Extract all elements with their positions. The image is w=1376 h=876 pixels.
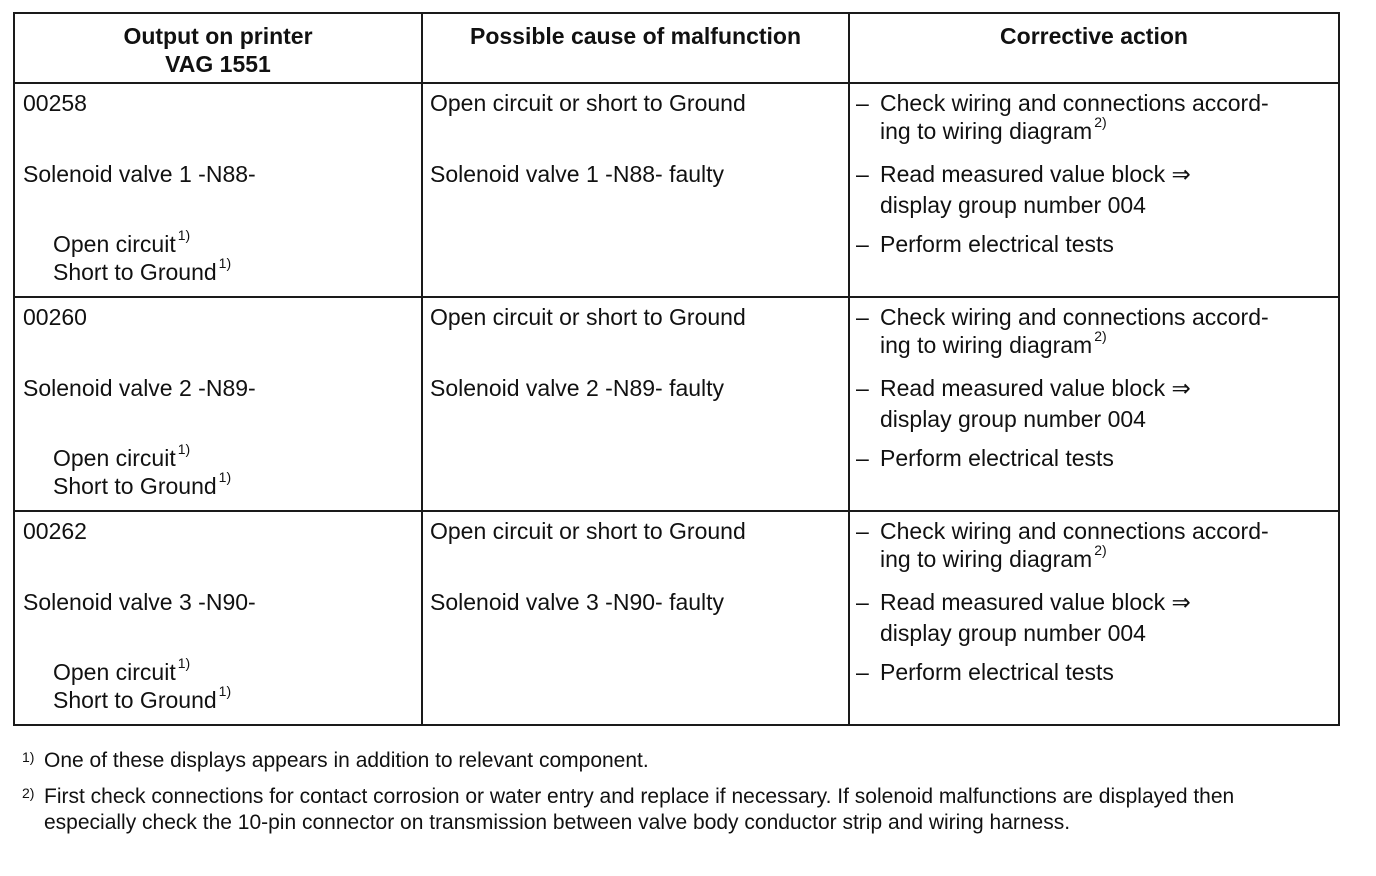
table-row (14, 83, 1339, 297)
cause-cell (422, 511, 849, 725)
action-text-line1: Check wiring and connections accord- (880, 518, 1269, 544)
action-text-line2: ing to wiring diagram (880, 546, 1093, 572)
action-text-line1: Check wiring and connections accord- (880, 90, 1269, 116)
fault-type-list (53, 227, 421, 286)
fault-open-label: Open circuit (53, 231, 176, 257)
fault-open-circuit (53, 227, 421, 258)
footnote-ref-1: 1) (218, 255, 232, 271)
header-corrective-action: Corrective action (849, 13, 1339, 83)
action-read-value-block (856, 160, 1332, 219)
header-output-on-printer: Output on printer VAG 1551 (14, 13, 422, 83)
dash-bullet: – (856, 304, 869, 330)
dash-bullet: – (856, 589, 869, 615)
dash-bullet: – (856, 659, 869, 685)
footnote-text: First check connections for contact corrosion or water entry and replace if necessary. If solenoid malfunctions are displayed then especially check the 10-pin connector on transmission between valve body conductor strip and wiring harness. (44, 785, 1235, 834)
dash-bullet: – (856, 375, 869, 401)
dash-bullet: – (856, 445, 869, 471)
action-electrical-tests (856, 230, 1332, 258)
footnote-ref-1: 1) (177, 441, 191, 457)
action-cell (849, 83, 1339, 297)
action-check-wiring (856, 517, 1332, 573)
action-text-line1: Read measured value block ⇒ (880, 589, 1191, 615)
footnote-2 (22, 784, 1312, 836)
footnote-ref-1: 1) (218, 683, 232, 699)
table-row (14, 511, 1339, 725)
component-name: Solenoid valve 2 -N89- (23, 375, 256, 401)
action-text-line1: Read measured value block ⇒ (880, 161, 1191, 187)
fault-short-label: Short to Ground (53, 473, 217, 499)
table-header-row (14, 13, 1339, 83)
action-text: Perform electrical tests (880, 659, 1114, 685)
fault-short-to-ground (53, 255, 421, 286)
action-text-line2: ing to wiring diagram (880, 332, 1093, 358)
cause-circuit: Open circuit or short to Ground (430, 90, 746, 116)
footnote-ref-2: 2) (1094, 542, 1107, 558)
footnote-marker: 1) (22, 749, 35, 765)
fault-open-circuit (53, 655, 421, 686)
action-text-line2: ing to wiring diagram (880, 118, 1093, 144)
fault-code-table (13, 12, 1340, 726)
footnote-ref-1: 1) (177, 227, 191, 243)
cause-component: Solenoid valve 1 -N88- faulty (430, 161, 725, 187)
action-read-value-block (856, 374, 1332, 433)
action-check-wiring (856, 303, 1332, 359)
action-read-value-block (856, 588, 1332, 647)
output-cell (14, 511, 422, 725)
output-cell (14, 83, 422, 297)
fault-code: 00260 (23, 304, 87, 330)
footnote-ref-2: 2) (1094, 114, 1107, 130)
cause-cell (422, 83, 849, 297)
footnote-marker: 2) (22, 785, 35, 801)
action-check-wiring (856, 89, 1332, 145)
dash-bullet: – (856, 231, 869, 257)
output-cell (14, 297, 422, 511)
action-cell (849, 511, 1339, 725)
fault-open-circuit (53, 441, 421, 472)
footnotes (22, 748, 1312, 846)
footnote-ref-1: 1) (177, 655, 191, 671)
footnote-ref-2: 2) (1094, 328, 1107, 344)
cause-circuit: Open circuit or short to Ground (430, 304, 746, 330)
fault-open-label: Open circuit (53, 659, 176, 685)
action-text-line1: Check wiring and connections accord- (880, 304, 1269, 330)
footnote-text: One of these displays appears in addition to relevant component. (44, 749, 649, 772)
action-text-line2: display group number 004 (880, 620, 1146, 646)
table-row (14, 297, 1339, 511)
footnote-ref-1: 1) (218, 469, 232, 485)
component-name: Solenoid valve 3 -N90- (23, 589, 256, 615)
fault-open-label: Open circuit (53, 445, 176, 471)
cause-component: Solenoid valve 3 -N90- faulty (430, 589, 725, 615)
fault-type-list (53, 441, 421, 500)
dash-bullet: – (856, 90, 869, 116)
action-text: Perform electrical tests (880, 445, 1114, 471)
fault-code: 00262 (23, 518, 87, 544)
fault-short-label: Short to Ground (53, 687, 217, 713)
action-electrical-tests (856, 444, 1332, 472)
fault-short-to-ground (53, 683, 421, 714)
cause-circuit: Open circuit or short to Ground (430, 518, 746, 544)
fault-type-list (53, 655, 421, 714)
action-text-line1: Read measured value block ⇒ (880, 375, 1191, 401)
action-text-line2: display group number 004 (880, 406, 1146, 432)
cause-component: Solenoid valve 2 -N89- faulty (430, 375, 725, 401)
component-name: Solenoid valve 1 -N88- (23, 161, 256, 187)
fault-code: 00258 (23, 90, 87, 116)
footnote-1 (22, 748, 1312, 774)
cause-cell (422, 297, 849, 511)
dash-bullet: – (856, 518, 869, 544)
action-text: Perform electrical tests (880, 231, 1114, 257)
header-possible-cause: Possible cause of malfunction (422, 13, 849, 83)
fault-short-to-ground (53, 469, 421, 500)
action-electrical-tests (856, 658, 1332, 686)
dash-bullet: – (856, 161, 869, 187)
action-text-line2: display group number 004 (880, 192, 1146, 218)
action-cell (849, 297, 1339, 511)
fault-short-label: Short to Ground (53, 259, 217, 285)
